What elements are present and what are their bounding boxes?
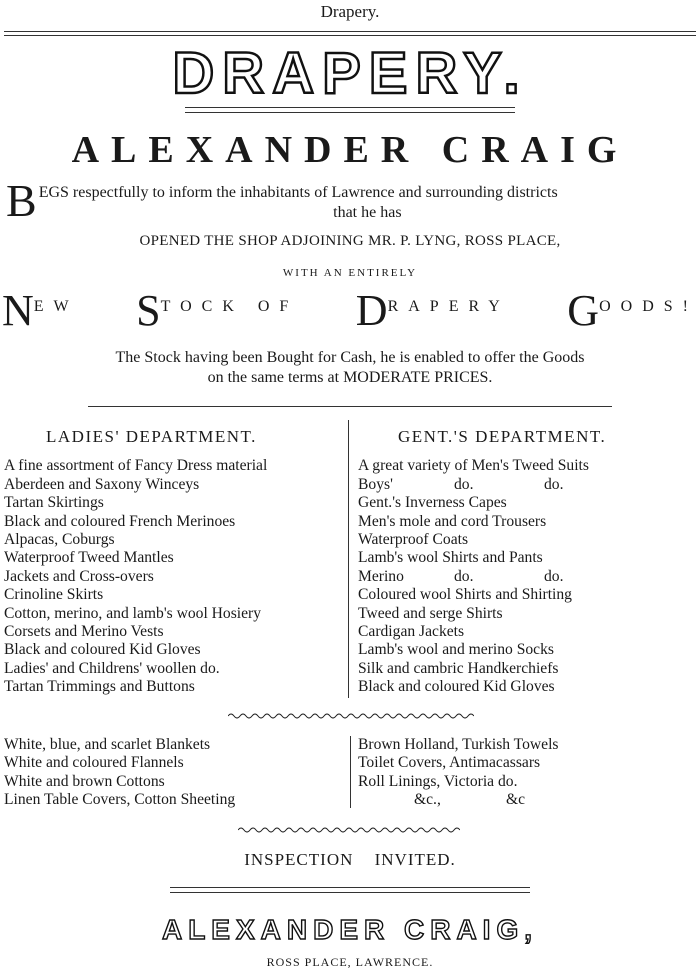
household-right: [358, 736, 559, 810]
ditto-mark: do.: [544, 567, 564, 585]
department-divider: [348, 420, 349, 698]
list-item: Tartan Skirtings: [4, 494, 104, 512]
footer-rule-1: [170, 887, 530, 888]
stock-cap: S: [136, 286, 161, 335]
list-item: A fine assortment of Fancy Dress material: [4, 457, 268, 475]
list-item: Gent.'s Inverness Capes: [358, 494, 507, 512]
list-item: Linen Table Covers, Cotton Sheeting: [4, 791, 236, 809]
ditto-mark: do.: [454, 567, 474, 585]
stock-rest: EW: [33, 298, 79, 315]
list-item: Aberdeen and Saxony Winceys: [4, 475, 200, 493]
list-item: Black and coloured Kid Gloves: [4, 641, 201, 659]
wavy-divider: [228, 712, 474, 720]
footer-rule-2: [170, 892, 530, 893]
list-item: Crinoline Skirts: [4, 586, 104, 604]
stock-rest: OODS!: [599, 298, 698, 315]
list-item: Brown Holland, Turkish Towels: [358, 736, 559, 753]
opened-notice: OPENED THE SHOP ADJOINING MR. P. LYNG, ROSS PLACE,: [139, 233, 561, 249]
new-stock-line: [2, 288, 698, 334]
list-item: Cardigan Jackets: [358, 623, 465, 641]
stock-rest: RAPERY: [387, 298, 510, 315]
list-item: Tartan Trimmings and Buttons: [4, 678, 195, 696]
list-item: Men's mole and cord Trousers: [358, 512, 547, 530]
list-item-etc: [358, 791, 559, 809]
list-item: Black and coloured Kid Gloves: [358, 678, 555, 696]
merino-label: Merino: [358, 567, 404, 585]
list-item: Silk and cambric Handkerchiefs: [358, 659, 559, 677]
ditto-mark: do.: [454, 475, 474, 493]
list-item: A great variety of Men's Tweed Suits: [358, 457, 589, 475]
signature: ALEXANDER CRAIG,: [161, 914, 538, 945]
list-item: Black and coloured French Merinoes: [4, 512, 236, 530]
intro-line-1: EGS respectfully to inform the inhabitants of Lawrence and surrounding districts: [38, 184, 558, 201]
list-item: Ladies' and Childrens' woollen do.: [4, 659, 220, 677]
stock-cap: N: [2, 286, 34, 335]
list-item: Roll Linings, Victoria do.: [358, 772, 518, 790]
boys-label: Boys': [358, 475, 393, 493]
list-item: Waterproof Coats: [358, 531, 469, 549]
etc-mark: &c.,: [414, 791, 441, 809]
list-item: Jackets and Cross-overs: [4, 567, 154, 585]
terms-paragraph: [0, 348, 700, 388]
running-head: Drapery.: [320, 2, 380, 21]
stock-word-stock: [136, 288, 298, 334]
list-item: Lamb's wool Shirts and Pants: [358, 549, 543, 567]
header-rule-top: [4, 31, 696, 32]
proprietor-name: ALEXANDER CRAIG: [71, 129, 629, 171]
list-item: Tweed and serge Shirts: [358, 604, 503, 622]
gents-heading: GENT.'S DEPARTMENT.: [398, 427, 607, 446]
stock-cap: G: [567, 286, 600, 335]
stock-word-new: [2, 288, 79, 334]
inspection-invited: INSPECTION INVITED.: [244, 850, 456, 869]
banner-rule-2: [185, 112, 515, 113]
banner-rule-1: [185, 107, 515, 108]
list-item: Alpacas, Coburgs: [4, 531, 115, 549]
header-rule-bottom: [4, 35, 696, 36]
list-item: Waterproof Tweed Mantles: [4, 549, 174, 567]
gents-department: [358, 428, 606, 697]
ditto-mark: do.: [544, 475, 564, 493]
list-item: White and coloured Flannels: [4, 754, 184, 772]
ladies-department: [4, 428, 267, 697]
etc-mark: &c: [506, 791, 526, 809]
intro-paragraph: [6, 175, 696, 226]
ladies-heading: LADIES' DEPARTMENT.: [46, 427, 257, 446]
household-left: [4, 736, 235, 810]
list-item: Toilet Covers, Antimacassars: [358, 754, 541, 772]
stock-word-drapery: [356, 288, 510, 334]
section-rule: [88, 406, 612, 407]
with-entirely: WITH AN ENTIRELY: [282, 267, 418, 279]
stock-rest: TOCK OF: [160, 298, 299, 315]
address: ROSS PLACE, LAWRENCE.: [266, 955, 434, 969]
list-item: White and brown Cottons: [4, 772, 165, 790]
list-item: Cotton, merino, and lamb's wool Hosiery: [4, 604, 262, 622]
stock-word-goods: [567, 288, 698, 334]
list-item: Coloured wool Shirts and Shirting: [358, 586, 572, 604]
stock-cap: D: [355, 286, 388, 335]
wavy-divider: [238, 826, 460, 834]
intro-line-2: that he has: [333, 204, 402, 221]
list-item: Lamb's wool and merino Socks: [358, 641, 554, 659]
list-item: Corsets and Merino Vests: [4, 623, 164, 641]
terms-line-1: The Stock having been Bought for Cash, he is enabled to offer the Goods: [115, 349, 585, 366]
banner-title: DRAPERY.: [172, 41, 528, 106]
intro-dropcap: B: [6, 175, 37, 226]
list-item-merino: [358, 568, 606, 586]
list-item-boys: [358, 476, 606, 494]
terms-line-2: on the same terms at MODERATE PRICES.: [207, 369, 493, 386]
household-divider: [350, 736, 351, 808]
list-item: White, blue, and scarlet Blankets: [4, 736, 211, 753]
